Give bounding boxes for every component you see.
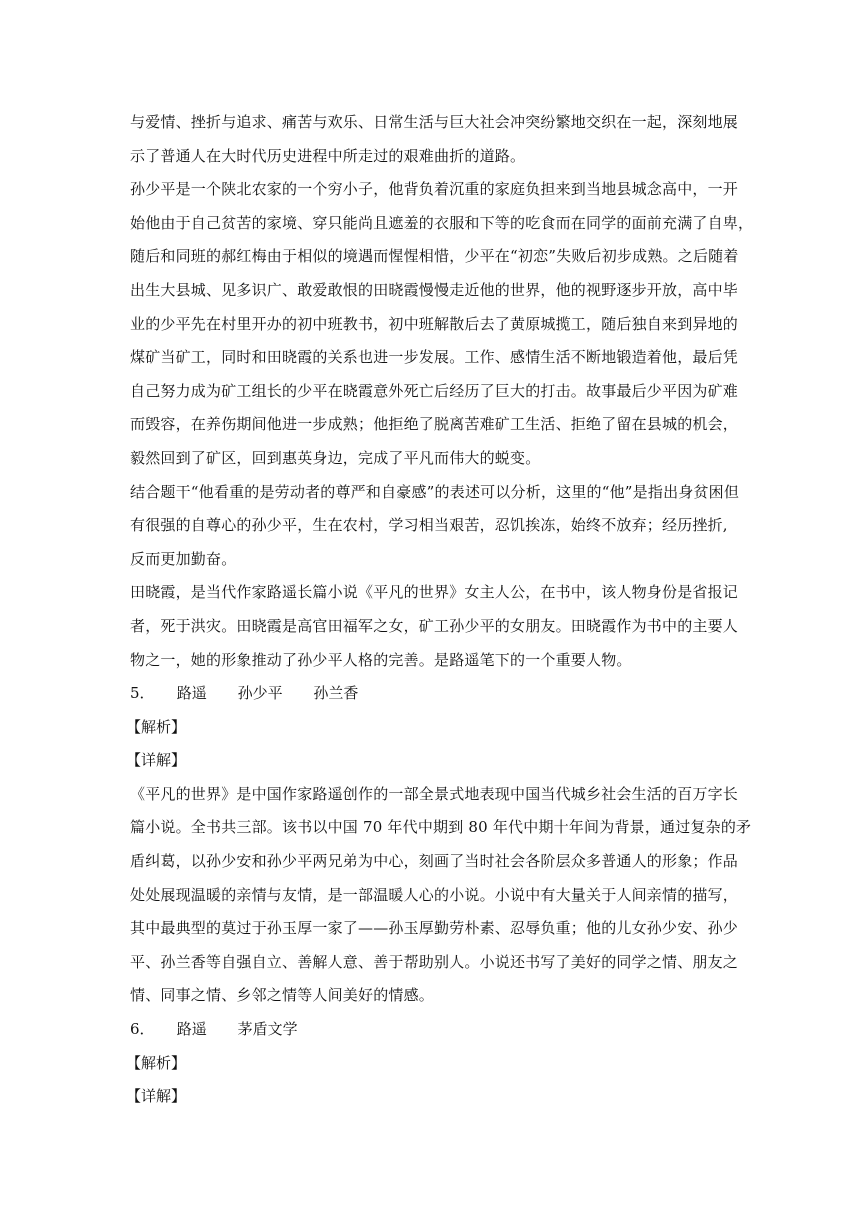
text-line: 出生大县城、见多识广、敢爱敢恨的田晓霞慢慢走近他的世界，他的视野逐步开放，高中毕 [130, 280, 739, 299]
text-line: 《平凡的世界》是中国作家路遥创作的一部全景式地表现中国当代城乡社会生活的百万字长 [130, 784, 739, 803]
text-line: 有很强的自尊心的孙少平，生在农村，学习相当艰苦，忍饥挨冻，始终不放弃；经历挫折, [130, 516, 728, 535]
question-6-answers [130, 1013, 740, 1047]
detail-label: 【详解】 [126, 751, 187, 770]
detail-label: 【详解】 [126, 1087, 187, 1106]
text-line: 物之一，她的形象推动了孙少平人格的完善。是路遥笔下的一个重要人物。 [130, 650, 632, 669]
text-line: 煤矿当矿工，同时和田晓霞的关系也进一步发展。工作、感情生活不断地锻造着他，最后凭 [130, 348, 739, 367]
answer-blank: 孙兰香 [313, 684, 359, 703]
paragraph-novel-intro [130, 778, 752, 1013]
question-5-answers [130, 677, 740, 711]
answer-blank: 孙少平 [237, 684, 283, 703]
text-line: 盾纠葛，以孙少安和孙少平两兄弟为中心，刻画了当时社会各阶层众多普通人的形象；作品 [130, 852, 739, 871]
text-line: 反而更加勤奋。 [130, 549, 237, 568]
paragraph-analysis [130, 476, 740, 577]
text-line: 处处展现温暖的亲情与友情，是一部温暖人心的小说。小说中有大量关于人间亲情的描写， [130, 885, 739, 904]
text-line: 田晓霞，是当代作家路遥长篇小说《平凡的世界》女主人公，在书中，该人物身份是省报记 [130, 583, 739, 602]
text-line: 者，死于洪灾。田晓霞是高官田福军之女，矿工孙少平的女朋友。田晓霞作为书中的主要人 [130, 616, 739, 635]
text-line: 始他由于自己贫苦的家境、穿只能尚且遮羞的衣服和下等的吃食而在同学的面前充满了自卑， [130, 213, 754, 232]
paragraph-sun-shaoping [130, 173, 754, 475]
paragraph-tian-xiaoxia [130, 576, 740, 677]
answer-blank: 茅盾文学 [237, 1020, 298, 1039]
question-number: 6． [130, 1020, 155, 1039]
answer-blank: 路遥 [176, 684, 207, 703]
text-line: 孙少平是一个陕北农家的一个穷小子，他背负着沉重的家庭负担来到当地县城念高中，一开 [130, 180, 739, 199]
text-line: 随后和同班的郝红梅由于相似的境遇而惺惺相惜，少平在“初恋”失败后初步成熟。之后随着 [130, 247, 739, 266]
text-line: 与爱情、挫折与追求、痛苦与欢乐、日常生活与巨大社会冲突纷繁地交织在一起，深刻地展 [130, 113, 739, 131]
text-line: 情、同事之情、乡邻之情等人间美好的情感。 [130, 986, 435, 1005]
text-line: 篇小说。全书共三部。该书以中国 70 年代中期到 80 年代中期十年间为背景，通过复杂的矛 [130, 818, 752, 837]
paragraph-summary-end [130, 106, 740, 173]
text-line: 而毁容，在养伤期间他进一步成熟；他拒绝了脱离苦难矿工生活、拒绝了留在县城的机会， [130, 415, 739, 434]
analysis-label: 【解析】 [126, 717, 187, 736]
text-line: 其中最典型的莫过于孙玉厚一家了——孙玉厚勤劳朴素、忍辱负重；他的儿女孙少安、孙少 [130, 919, 739, 938]
answer-content [126, 106, 754, 1114]
text-line: 示了普通人在大时代历史进程中所走过的艰难曲折的道路。 [130, 146, 526, 165]
analysis-label: 【解析】 [126, 1053, 187, 1072]
text-line: 毅然回到了矿区，回到惠英身边，完成了平凡而伟大的蜕变。 [130, 448, 541, 467]
text-line: 业的少平先在村里开办的初中班教书，初中班解散后去了黄原城揽工，随后独自来到异地的 [130, 314, 739, 333]
question-number: 5． [130, 684, 155, 703]
text-line: 结合题干“他看重的是劳动者的尊严和自豪感”的表述可以分析，这里的“他”是指出身贫困但 [130, 482, 740, 501]
text-line: 自己努力成为矿工组长的少平在晓霞意外死亡后经历了巨大的打击。故事最后少平因为矿难 [130, 381, 739, 400]
answer-blank: 路遥 [176, 1020, 207, 1039]
text-line: 平、孙兰香等自强自立、善解人意、善于帮助别人。小说还书写了美好的同学之情、朋友之 [130, 952, 739, 971]
